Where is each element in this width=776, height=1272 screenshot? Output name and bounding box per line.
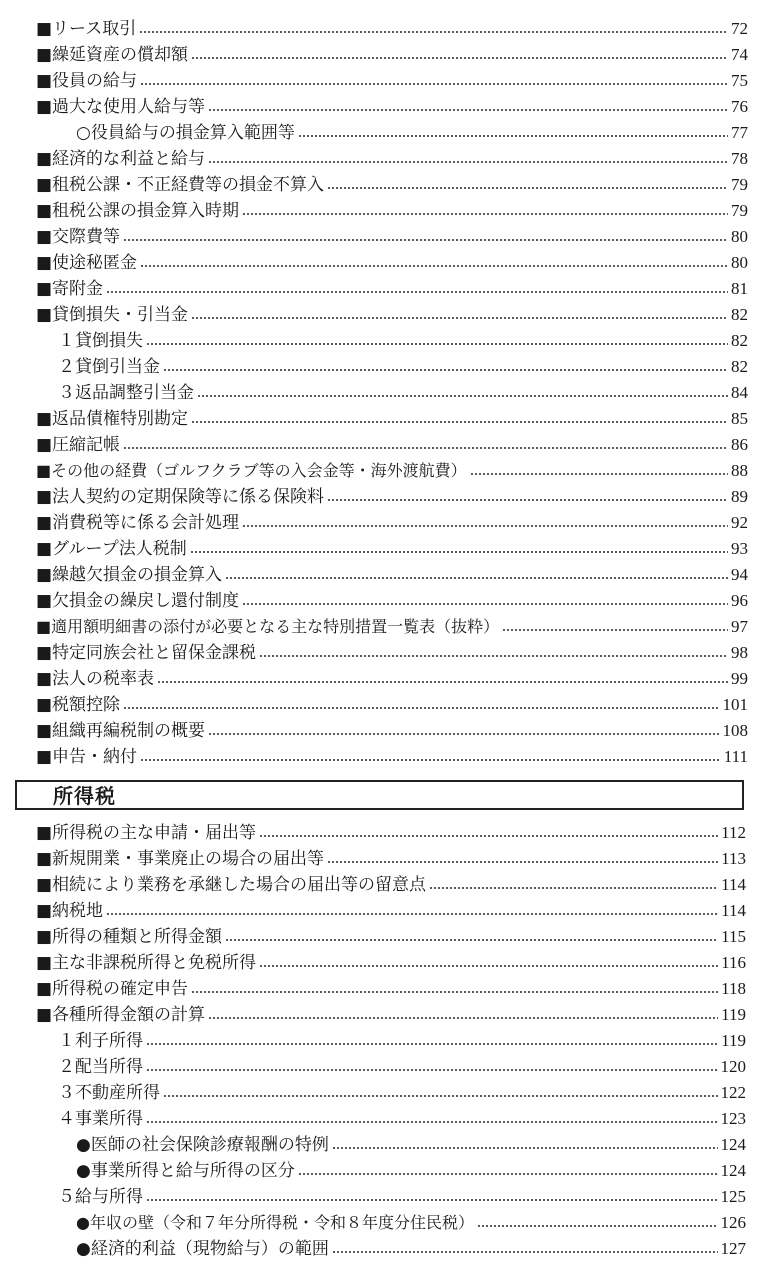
toc-entry[interactable]: [76, 1158, 746, 1184]
leader-dots: [477, 1225, 718, 1227]
toc-entry[interactable]: [58, 1106, 746, 1132]
leader-dots: [157, 681, 728, 683]
toc-entry-page: 108: [722, 721, 748, 740]
toc-entry-page: 116: [721, 953, 746, 972]
toc-entry-label: ■新規開業・事業廃止の場合の届出等: [36, 849, 325, 869]
leader-dots: [191, 421, 728, 423]
toc-entry[interactable]: [58, 380, 748, 406]
toc-entry[interactable]: [76, 1210, 746, 1236]
toc-entry-label: ○役員給与の損金算入範囲等: [76, 123, 295, 143]
toc-entry-page: 101: [722, 695, 748, 714]
toc-entry[interactable]: [36, 924, 746, 950]
toc-entry[interactable]: [36, 276, 748, 302]
toc-entry-label: ■繰延資産の償却額: [36, 45, 189, 65]
toc-entry-page: 114: [721, 875, 746, 894]
leader-dots: [332, 1147, 718, 1149]
toc-entry[interactable]: [36, 94, 748, 120]
toc-entry-label: ■税額控除: [36, 695, 121, 715]
toc-entry[interactable]: [36, 432, 748, 458]
leader-dots: [123, 447, 728, 449]
toc-entry-label: ２貸倒引当金: [58, 357, 160, 377]
leader-dots: [146, 1069, 718, 1071]
toc-entry-label: ■主な非課税所得と免税所得: [36, 953, 257, 973]
toc-entry-label: ■使途秘匿金: [36, 253, 138, 273]
toc-entry-label: ■グループ法人税制: [36, 539, 187, 559]
toc-entry-page: 79: [731, 175, 748, 194]
leader-dots: [140, 83, 728, 85]
toc-entry[interactable]: [36, 666, 748, 692]
toc-entry[interactable]: [36, 614, 748, 640]
toc-entry[interactable]: [36, 588, 748, 614]
toc-entry-page: 80: [731, 227, 748, 246]
leader-dots: [327, 499, 728, 501]
leader-dots: [163, 369, 728, 371]
toc-entry[interactable]: [36, 68, 748, 94]
section-header-income-tax: [15, 780, 744, 810]
toc-entry[interactable]: [36, 820, 746, 846]
toc-entry[interactable]: [36, 898, 746, 924]
toc-entry-label: ■貸倒損失・引当金: [36, 305, 189, 325]
toc-entry-page: 75: [731, 71, 748, 90]
leader-dots: [146, 1043, 718, 1045]
toc-entry-page: 88: [731, 461, 748, 480]
toc-entry-page: 86: [731, 435, 748, 454]
toc-entry-label: ２配当所得: [58, 1057, 143, 1077]
toc-entry-label: ■法人の税率表: [36, 669, 155, 689]
toc-entry-page: 124: [720, 1161, 746, 1180]
toc-entry-label: ■消費税等に係る会計処理: [36, 513, 240, 533]
leader-dots: [106, 291, 728, 293]
toc-entry-label: ■リース取引: [36, 19, 137, 39]
toc-entry-page: 96: [731, 591, 748, 610]
toc-entry-page: 84: [731, 383, 748, 402]
leader-dots: [208, 109, 728, 111]
toc-entry-label: ■組織再編税制の概要: [36, 721, 206, 741]
toc-entry-page: 118: [721, 979, 746, 998]
toc-entry-page: 125: [720, 1187, 746, 1206]
toc-entry[interactable]: [36, 640, 748, 666]
toc-entry[interactable]: [76, 1132, 746, 1158]
leader-dots: [197, 395, 728, 397]
toc-entry-label: ■所得税の主な申請・届出等: [36, 823, 257, 843]
toc-entry-page: 122: [720, 1083, 746, 1102]
toc-entry[interactable]: [36, 302, 748, 328]
leader-dots: [146, 1121, 718, 1123]
toc-entry-page: 72: [731, 19, 748, 38]
toc-entry-page: 82: [731, 305, 748, 324]
toc-entry-page: 80: [731, 253, 748, 272]
toc-entry-label: ■繰越欠損金の損金算入: [36, 565, 223, 585]
toc-entry-page: 119: [721, 1031, 746, 1050]
leader-dots: [191, 991, 718, 993]
leader-dots: [259, 835, 718, 837]
toc-entry-label: ■経済的な利益と給与: [36, 149, 206, 169]
toc-entry[interactable]: [58, 1080, 746, 1106]
toc-entry-label: １貸倒損失: [58, 331, 143, 351]
toc-entry-page: 92: [731, 513, 748, 532]
leader-dots: [327, 187, 728, 189]
toc-entry-label: ■役員の給与: [36, 71, 138, 91]
toc-entry-label: ■圧縮記帳: [36, 435, 121, 455]
leader-dots: [332, 1251, 718, 1253]
toc-entry-label: ■交際費等: [36, 227, 121, 247]
toc-entry[interactable]: [36, 744, 748, 770]
toc-entry[interactable]: [36, 950, 746, 976]
toc-entry-page: 112: [721, 823, 746, 842]
toc-entry-page: 114: [721, 901, 746, 920]
leader-dots: [298, 1173, 718, 1175]
leader-dots: [327, 861, 718, 863]
toc-entry-label: ■返品債権特別勘定: [36, 409, 189, 429]
toc-entry[interactable]: [36, 224, 748, 250]
toc-entry-page: 126: [720, 1213, 746, 1232]
leader-dots: [208, 733, 719, 735]
toc-entry-page: 79: [731, 201, 748, 220]
toc-entry-label: ●経済的利益（現物給与）の範囲: [76, 1239, 329, 1259]
toc-entry[interactable]: [58, 1184, 746, 1210]
toc-entry-page: 76: [731, 97, 748, 116]
toc-entry[interactable]: [58, 1028, 746, 1054]
toc-entry-page: 93: [731, 539, 748, 558]
toc-entry-label: ■適用額明細書の添付が必要となる主な特別措置一覧表（抜粋）: [36, 617, 500, 636]
toc-entry[interactable]: [58, 354, 748, 380]
leader-dots: [106, 913, 718, 915]
toc-entry[interactable]: [36, 484, 748, 510]
toc-entry-label: ４事業所得: [58, 1109, 143, 1129]
toc-entry-label: ５給与所得: [58, 1187, 143, 1207]
leader-dots: [140, 265, 728, 267]
toc-entry-page: 98: [731, 643, 748, 662]
leader-dots: [225, 939, 718, 941]
toc-entry-page: 77: [731, 123, 748, 142]
toc-entry-label: ■申告・納付: [36, 747, 138, 767]
toc-entry[interactable]: [36, 16, 748, 42]
toc-entry-page: 124: [720, 1135, 746, 1154]
toc-entry-label: ■各種所得金額の計算: [36, 1005, 206, 1025]
toc-entry-label: ■納税地: [36, 901, 104, 921]
leader-dots: [140, 759, 721, 761]
toc-entry[interactable]: [36, 42, 748, 68]
leader-dots: [502, 629, 728, 631]
toc-entry-page: 115: [721, 927, 746, 946]
toc-entry-page: 82: [731, 357, 748, 376]
section-title: 所得税: [53, 784, 116, 808]
toc-entry-page: 99: [731, 669, 748, 688]
toc-entry[interactable]: [36, 536, 748, 562]
leader-dots: [259, 965, 718, 967]
toc-entry[interactable]: [36, 846, 746, 872]
toc-entry[interactable]: [36, 976, 746, 1002]
leader-dots: [242, 603, 728, 605]
toc-entry[interactable]: [36, 146, 748, 172]
leader-dots: [146, 1199, 718, 1201]
toc-entry-label: ■過大な使用人給与等: [36, 97, 206, 117]
leader-dots: [163, 1095, 718, 1097]
toc-entry-label: ■欠損金の繰戻し還付制度: [36, 591, 240, 611]
toc-entry[interactable]: [36, 198, 748, 224]
toc-entry-page: 94: [731, 565, 748, 584]
toc-entry[interactable]: [36, 1002, 746, 1028]
toc-entry-page: 127: [720, 1239, 746, 1258]
toc-entry-page: 119: [721, 1005, 746, 1024]
toc-entry[interactable]: [58, 1054, 746, 1080]
toc-entry-label: ■特定同族会社と留保金課税: [36, 643, 257, 663]
toc-entry-label: ■所得の種類と所得金額: [36, 927, 223, 947]
toc-entry-label: ■寄附金: [36, 279, 104, 299]
toc-entry[interactable]: [36, 510, 748, 536]
toc-entry[interactable]: [36, 872, 746, 898]
toc-entry-page: 78: [731, 149, 748, 168]
leader-dots: [208, 1017, 718, 1019]
leader-dots: [208, 161, 728, 163]
toc-entry-page: 97: [731, 617, 748, 636]
toc-entry-label: ■所得税の確定申告: [36, 979, 189, 999]
toc-entry-page: 113: [721, 849, 746, 868]
toc-entry[interactable]: [36, 250, 748, 276]
toc-entry-page: 89: [731, 487, 748, 506]
leader-dots: [298, 135, 728, 137]
toc-entry[interactable]: [36, 562, 748, 588]
leader-dots: [225, 577, 728, 579]
toc-entry-page: 74: [731, 45, 748, 64]
leader-dots: [191, 317, 728, 319]
leader-dots: [190, 551, 728, 553]
toc-entry-label: ■租税公課・不正経費等の損金不算入: [36, 175, 325, 195]
toc-entry[interactable]: [36, 172, 748, 198]
toc-entry-page: 111: [723, 747, 748, 766]
leader-dots: [146, 343, 728, 345]
leader-dots: [242, 213, 728, 215]
toc-entry-label: ■法人契約の定期保険等に係る保険料: [36, 487, 325, 507]
toc-entry-page: 81: [731, 279, 748, 298]
leader-dots: [470, 473, 728, 475]
toc-entry-label: ■租税公課の損金算入時期: [36, 201, 240, 221]
toc-entry-label: １利子所得: [58, 1031, 143, 1051]
toc-entry[interactable]: [36, 692, 748, 718]
toc-entry[interactable]: [76, 1236, 746, 1262]
leader-dots: [191, 57, 728, 59]
toc-entry[interactable]: [76, 120, 748, 146]
leader-dots: [123, 239, 728, 241]
toc-entry-page: 123: [720, 1109, 746, 1128]
toc-entry-label: ３返品調整引当金: [58, 383, 194, 403]
toc-entry[interactable]: [36, 406, 748, 432]
toc-entry[interactable]: [58, 328, 748, 354]
leader-dots: [139, 31, 728, 33]
leader-dots: [429, 887, 718, 889]
toc-entry[interactable]: [36, 718, 748, 744]
toc-entry-label: ●医師の社会保険診療報酬の特例: [76, 1135, 329, 1155]
leader-dots: [259, 655, 728, 657]
toc-entry-label: ３不動産所得: [58, 1083, 160, 1103]
toc-entry-page: 85: [731, 409, 748, 428]
toc-entry[interactable]: [36, 458, 748, 484]
toc-entry-page: 82: [731, 331, 748, 350]
toc-entry-label: ●年収の壁（令和７年分所得税・令和８年度分住民税）: [76, 1213, 474, 1232]
toc-entry-label: ■その他の経費（ゴルフクラブ等の入会金等・海外渡航費）: [36, 461, 467, 480]
leader-dots: [123, 707, 719, 709]
leader-dots: [242, 525, 728, 527]
toc-entry-page: 120: [720, 1057, 746, 1076]
toc-entry-label: ●事業所得と給与所得の区分: [76, 1161, 295, 1181]
toc-entry-label: ■相続により業務を承継した場合の届出等の留意点: [36, 875, 427, 895]
